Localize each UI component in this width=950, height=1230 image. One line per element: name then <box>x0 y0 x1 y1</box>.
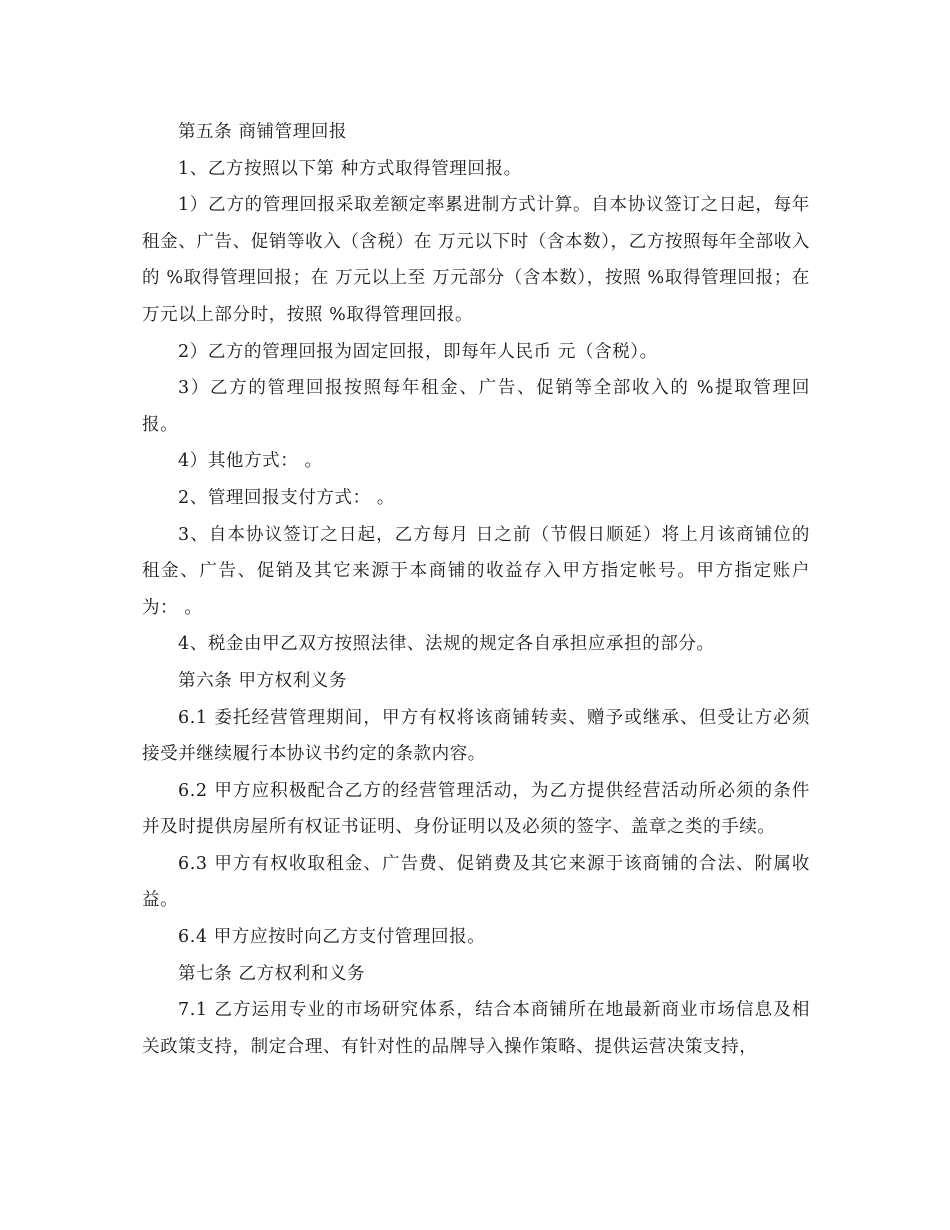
article-6-heading: 第六条 甲方权利义务 <box>178 670 348 691</box>
clause-5-1-option-3: 3）乙方的管理回报按照每年租金、广告、促销等全部收入的 %提取管理回报。 <box>142 378 810 435</box>
clause-5-1: 1、乙方按照以下第 种方式取得管理回报。 <box>178 158 522 179</box>
article-7-heading: 第七条 乙方权利和义务 <box>178 963 366 984</box>
clause-7-1: 7.1 乙方运用专业的市场研究体系，结合本商铺所在地最新商业市场信息及相关政策支持，制定合理、有针对性的品牌导入操作策略、提供运营决策支持， <box>142 1000 810 1057</box>
clause-5-4: 4、税金由甲乙双方按照法律、法规的规定各自承担应承担的部分。 <box>178 634 715 655</box>
clause-5-2: 2、管理回报支付方式： 。 <box>178 487 395 508</box>
clause-6-2: 6.2 甲方应积极配合乙方的经营管理活动，为乙方提供经营活动所必须的条件并及时提供房屋所有权证书证明、身份证明以及必须的签字、盖章之类的手续。 <box>142 780 810 838</box>
clause-5-1-option-1: 1）乙方的管理回报采取差额定率累进制方式计算。自本协议签订之日起，每年租金、广告、促销等收入（含税）在 万元以下时（含本数），乙方按照每年全部收入的 %取得管理回报；在 万元以上至 万元部分（含本数），按照 %取得管理回报；在 万元以上部分时，按照 %取得管理回报。 <box>142 195 810 325</box>
clause-6-4: 6.4 甲方应按时向乙方支付管理回报。 <box>178 927 486 948</box>
article-5-heading: 第五条 商铺管理回报 <box>178 122 348 142</box>
clause-6-1: 6.1 委托经营管理期间，甲方有权将该商铺转卖、赠予或继承、但受让方必须接受并继续履行本协议书约定的条款内容。 <box>142 707 810 765</box>
clause-5-3: 3、自本协议签订之日起，乙方每月 日之前（节假日顺延）将上月该商铺位的租金、广告、促销及其它来源于本商铺的收益存入甲方指定帐号。甲方指定账户为： 。 <box>142 524 810 618</box>
clause-5-1-option-2: 2）乙方的管理回报为固定回报，即每年人民币 元（含税）。 <box>178 341 658 362</box>
clause-6-3: 6.3 甲方有权收取租金、广告费、促销费及其它来源于该商铺的合法、附属收益。 <box>142 853 810 911</box>
clause-5-1-option-4: 4）其他方式： 。 <box>178 451 323 472</box>
